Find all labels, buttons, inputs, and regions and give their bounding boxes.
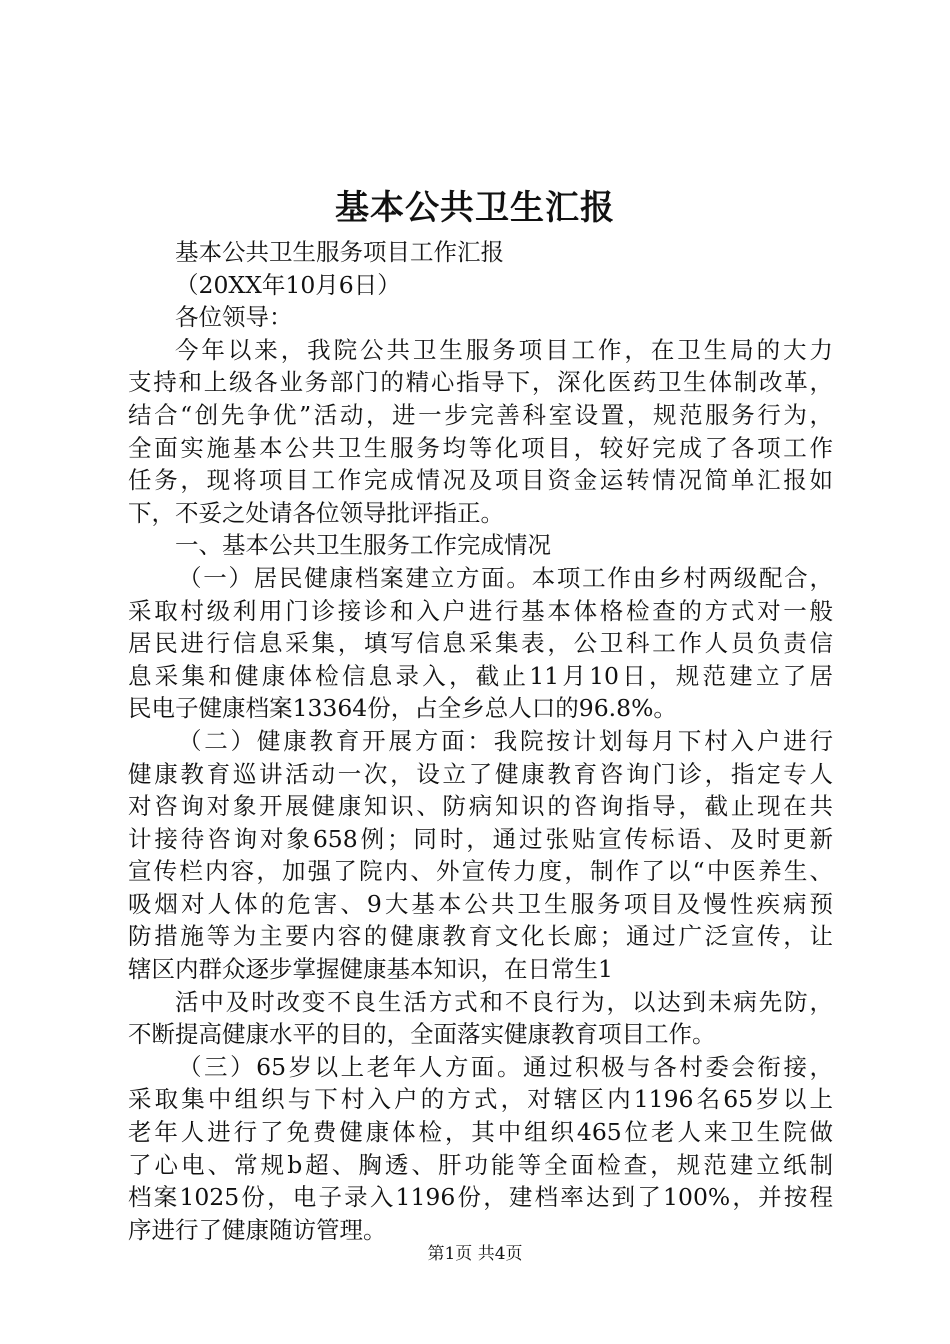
document-title: 基本公共卫生汇报 — [335, 188, 615, 228]
text-line: （20XX年10月6日） — [175, 270, 401, 299]
text-line: 防措施等为主要内容的健康教育文化长廊；通过广泛宣传，让 — [128, 922, 833, 951]
text-line: 全面实施基本公共卫生服务均等化项目，较好完成了各项工作 — [128, 433, 833, 462]
text-line: 健康教育巡讲活动一次，设立了健康教育咨询门诊，指定专人 — [128, 759, 833, 788]
text-line: 居民进行信息采集，填写信息采集表，公卫科工作人员负责信 — [128, 629, 833, 658]
text-line: 不断提高健康水平的目的，全面落实健康教育项目工作。 — [128, 1020, 716, 1049]
text-line: 计接待咨询对象658例；同时，通过张贴宣传标语、及时更新 — [128, 824, 833, 853]
text-line: 档案1025份，电子录入1196份，建档率达到了100%，并按程 — [128, 1183, 833, 1212]
text-line: 采取集中组织与下村入户的方式，对辖区内1196名65岁以上 — [128, 1085, 833, 1114]
page-footer: 第1页 共4页 — [427, 1244, 523, 1264]
text-line: 各位领导： — [175, 303, 293, 332]
text-line: 基本公共卫生服务项目工作汇报 — [175, 238, 504, 266]
text-line: 采取村级利用门诊接诊和入户进行基本体格检查的方式对一般 — [128, 596, 833, 625]
text-line: 吸烟对人体的危害、9大基本公共卫生服务项目及慢性疾病预 — [128, 889, 833, 918]
text-line: 结合“创先争优”活动，进一步完善科室设置，规范服务行为， — [128, 400, 833, 429]
text-line: 了心电、常规b超、胸透、肝功能等全面检查，规范建立纸制 — [128, 1150, 833, 1179]
text-line: 支持和上级各业务部门的精心指导下，深化医药卫生体制改革， — [128, 368, 833, 397]
text-line: 辖区内群众逐步掌握健康基本知识，在日常生1 — [128, 955, 613, 984]
text-line: 一、基本公共卫生服务工作完成情况 — [175, 531, 551, 560]
text-line: （二）健康教育开展方面：我院按计划每月下村入户进行 — [178, 726, 833, 755]
text-line: 对咨询对象开展健康知识、防病知识的咨询指导，截止现在共 — [128, 792, 833, 821]
text-line: 宣传栏内容，加强了院内、外宣传力度，制作了以“中医养生、 — [128, 857, 833, 886]
text-line: 息采集和健康体检信息录入，截止11月10日，规范建立了居 — [128, 661, 833, 690]
text-line: 下，不妥之处请各位领导批评指正。 — [128, 498, 504, 527]
text-line: （一）居民健康档案建立方面。本项工作由乡村两级配合， — [178, 563, 833, 592]
text-line: （三）65岁以上老年人方面。通过积极与各村委会衔接， — [178, 1052, 833, 1081]
text-line: 老年人进行了免费健康体检，其中组织465位老人来卫生院做 — [128, 1118, 833, 1147]
text-line: 任务，现将项目工作完成情况及项目资金运转情况简单汇报如 — [128, 466, 833, 495]
text-line: 民电子健康档案13364份，占全乡总人口的96.8%。 — [128, 694, 677, 723]
document-body — [128, 236, 833, 1246]
text-line: 活中及时改变不良生活方式和不良行为，以达到未病先防， — [175, 987, 833, 1016]
text-line: 序进行了健康随访管理。 — [128, 1215, 387, 1244]
text-line: 今年以来，我院公共卫生服务项目工作，在卫生局的大力 — [175, 335, 833, 364]
